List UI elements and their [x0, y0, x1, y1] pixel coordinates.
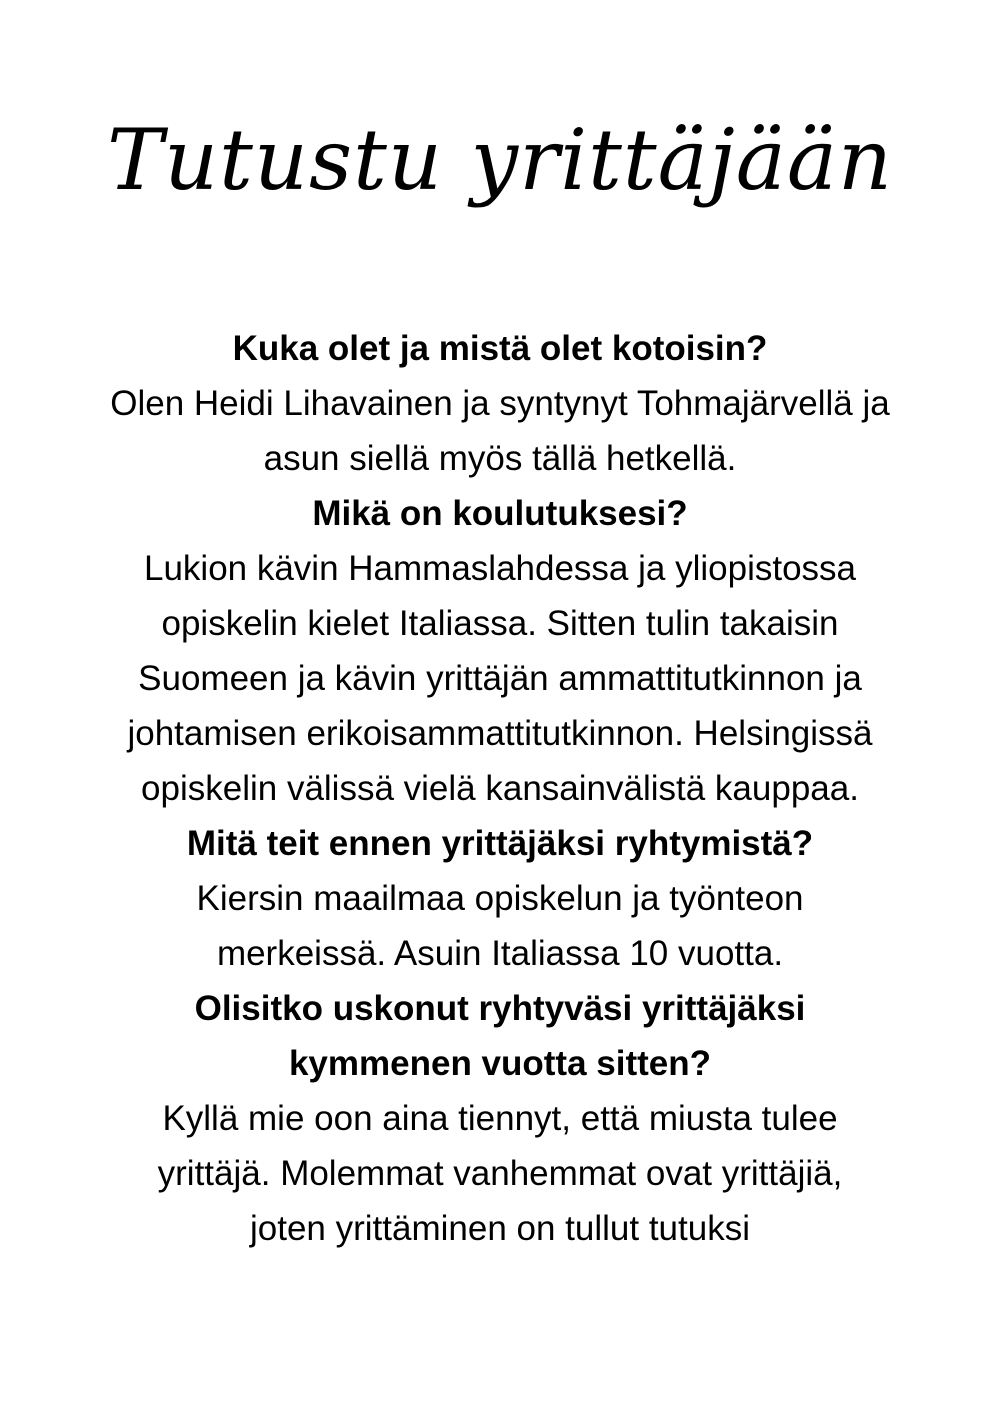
- answer-line: merkeissä. Asuin Italiassa 10 vuotta.: [216, 934, 784, 973]
- question-line: kymmenen vuotta sitten?: [288, 1044, 712, 1083]
- answer-origin: [30, 376, 970, 486]
- question-line: Mikä on koulutuksesi?: [312, 494, 688, 533]
- question-education: [30, 486, 970, 541]
- page-title: Tutustu yrittäjään: [106, 111, 894, 209]
- answer-line: Olen Heidi Lihavainen ja syntynyt Tohmajärvellä ja: [110, 384, 890, 423]
- answer-education: [30, 541, 970, 816]
- question-line: Olisitko uskonut ryhtyväsi yrittäjäksi: [194, 989, 806, 1028]
- answer-line: opiskelin kielet Italiassa. Sitten tulin takaisin: [161, 604, 839, 643]
- answer-line: johtamisen erikoisammattitutkinnon. Helsingissä: [127, 714, 873, 753]
- question-ten-years-ago: [30, 981, 970, 1091]
- question-line: Kuka olet ja mistä olet kotoisin?: [232, 329, 768, 368]
- answer-line: Suomeen ja kävin yrittäjän ammattitutkinnon ja: [138, 659, 862, 698]
- question-origin: [30, 321, 970, 376]
- answer-line: asun siellä myös tällä hetkellä.: [263, 439, 737, 478]
- answer-line: Kiersin maailmaa opiskelun ja työnteon: [196, 879, 804, 918]
- interview-content: [30, 321, 970, 1256]
- answer-line: Kyllä mie oon aina tiennyt, että miusta tulee: [162, 1099, 838, 1138]
- question-line: Mitä teit ennen yrittäjäksi ryhtymistä?: [186, 824, 814, 863]
- answer-before-entrepreneurship: [30, 871, 970, 981]
- answer-line: opiskelin välissä vielä kansainvälistä kauppaa.: [141, 769, 859, 808]
- answer-ten-years-ago: [30, 1091, 970, 1256]
- question-before-entrepreneurship: [30, 816, 970, 871]
- answer-line: yrittäjä. Molemmat vanhemmat ovat yrittäjiä,: [157, 1154, 843, 1193]
- answer-line: Lukion kävin Hammaslahdessa ja yliopistossa: [143, 549, 856, 588]
- answer-line: joten yrittäminen on tullut tutuksi: [250, 1209, 750, 1248]
